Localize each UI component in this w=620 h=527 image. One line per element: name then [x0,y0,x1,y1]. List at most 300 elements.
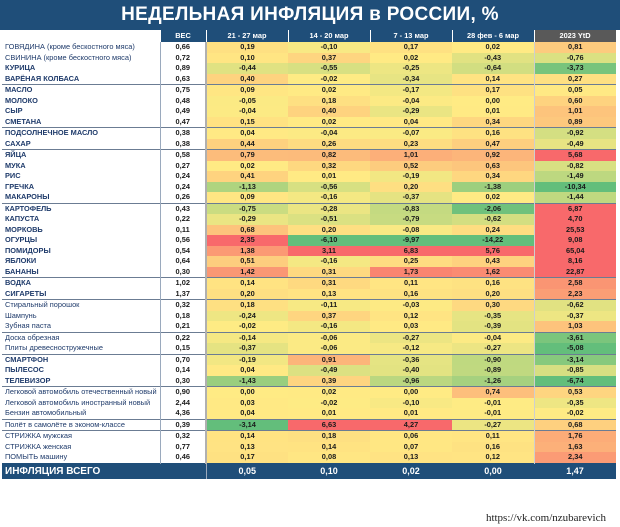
week-value-cell: 0,44 [206,139,288,150]
table-row [2,161,616,172]
week-value-cell: 0,32 [288,161,370,172]
week-value-cell: -0,27 [452,343,534,354]
row-label: МАСЛО [2,85,160,96]
table-row [2,431,616,442]
week-value-cell: 0,02 [288,117,370,128]
total-week-value: 0,10 [288,463,370,479]
week-value-cell: 1,01 [370,150,452,161]
week-value-cell: 0,04 [206,128,288,139]
week-value-cell: -0,06 [288,343,370,354]
row-weight: 0,72 [160,53,206,64]
ytd-value-cell: 1,03 [534,321,616,332]
row-label: БАНАНЫ [2,267,160,278]
week-value-cell: 0,25 [370,256,452,267]
row-label: Бензин автомобильный [2,408,160,419]
ytd-value-cell: -0,62 [534,300,616,311]
week-value-cell: 0,34 [452,117,534,128]
week-value-cell: 0,43 [452,256,534,267]
week-value-cell: 4,27 [370,419,452,431]
week-value-cell: -1,43 [206,376,288,387]
week-value-cell: 0,14 [288,442,370,453]
week-value-cell: -0,16 [288,321,370,332]
week-value-cell: 0,01 [288,408,370,419]
week-value-cell: 0,17 [206,452,288,463]
week-value-cell: -0,51 [288,214,370,225]
week-value-cell: 0,74 [452,387,534,398]
row-weight: 0,66 [160,42,206,53]
ytd-value-cell: 0,05 [534,85,616,96]
week-value-cell: 0,52 [370,161,452,172]
week-value-cell: 0,01 [288,171,370,182]
ytd-value-cell: 0,53 [534,387,616,398]
row-weight: 1,02 [160,278,206,289]
week-value-cell: -0,75 [206,203,288,214]
table-row [2,321,616,332]
week-value-cell: 0,40 [206,74,288,85]
source-link[interactable]: https://vk.com/nzubarevich [485,512,606,524]
week-value-cell: -0,02 [288,398,370,409]
week-value-cell: -0,04 [206,106,288,117]
row-weight: 0,47 [160,117,206,128]
week-value-cell: 0,40 [288,106,370,117]
week-value-cell: -0,62 [452,214,534,225]
week-value-cell: 0,02 [370,53,452,64]
week-value-cell: 0,19 [206,42,288,53]
week-value-cell: -0,39 [452,321,534,332]
week-value-cell: 1,62 [452,267,534,278]
week-value-cell: -0,04 [288,128,370,139]
week-value-cell: 0,14 [206,431,288,442]
week-value-cell: 0,08 [288,452,370,463]
week-value-cell: 0,20 [288,225,370,236]
table-row [2,171,616,182]
week-value-cell: -0,06 [288,332,370,343]
row-label: МУКА [2,161,160,172]
week-value-cell: -9,97 [370,235,452,246]
row-weight: 0,24 [160,182,206,193]
week-value-cell: 0,02 [288,387,370,398]
week-value-cell: -0,10 [370,398,452,409]
table-row [2,267,616,278]
row-weight: 1,37 [160,289,206,300]
week-value-cell: 0,37 [288,53,370,64]
week-value-cell: 0,39 [288,376,370,387]
week-value-cell: 0,10 [206,53,288,64]
week-value-cell: -0,19 [370,171,452,182]
table-row [2,256,616,267]
row-label: КАРТОФЕЛЬ [2,203,160,214]
row-label: ВАРЁНАЯ КОЛБАСА [2,74,160,85]
row-weight: 0,22 [160,332,206,343]
ytd-value-cell: -3,73 [534,63,616,74]
week-value-cell: 0,20 [452,289,534,300]
week-value-cell: 0,13 [288,289,370,300]
table-row [2,53,616,64]
ytd-value-cell: -3,61 [534,332,616,343]
row-weight: 0,63 [160,74,206,85]
table-row [2,106,616,117]
week-value-cell: 0,51 [206,256,288,267]
total-week-value: 0,00 [452,463,534,479]
header-label-cell [2,30,160,42]
row-label: ПЫЛЕСОС [2,365,160,376]
table-row [2,419,616,431]
week-value-cell: 0,47 [452,139,534,150]
ytd-value-cell: 4,70 [534,214,616,225]
week-value-cell: 0,41 [206,171,288,182]
ytd-value-cell: -0,37 [534,311,616,322]
week-value-cell: -0,10 [288,42,370,53]
week-value-cell: 0,24 [452,225,534,236]
ytd-value-cell: -0,35 [534,398,616,409]
row-weight: 0,27 [160,161,206,172]
table-row [2,278,616,289]
ytd-value-cell: 0,81 [534,42,616,53]
week-value-cell: -14,22 [452,235,534,246]
week-value-cell: 0,09 [206,192,288,203]
table-row [2,365,616,376]
week-value-cell: -0,17 [370,85,452,96]
table-row [2,74,616,85]
week-value-cell: -0,27 [370,332,452,343]
week-value-cell: -0,25 [370,63,452,74]
week-value-cell: 0,16 [370,289,452,300]
week-value-cell: -0,14 [206,332,288,343]
inflation-table [2,30,617,479]
week-value-cell: 0,00 [370,387,452,398]
week-value-cell: 0,01 [452,106,534,117]
week-value-cell: 0,04 [370,117,452,128]
row-weight: 0,14 [160,365,206,376]
week-value-cell: 0,20 [370,182,452,193]
ytd-value-cell: 65,04 [534,246,616,257]
row-label: ПОМЫТЬ машину [2,452,160,463]
week-value-cell: -0,37 [206,343,288,354]
row-weight: 0,70 [160,354,206,365]
week-value-cell: -0,49 [288,365,370,376]
week-value-cell: -0,29 [206,214,288,225]
week-value-cell: -0,36 [370,354,452,365]
row-weight: 0,49 [160,106,206,117]
table-row [2,343,616,354]
row-label: Стиральный порошок [2,300,160,311]
ytd-value-cell: 25,53 [534,225,616,236]
week-value-cell: 0,01 [370,408,452,419]
week-value-cell: -0,01 [452,398,534,409]
ytd-value-cell: -10,34 [534,182,616,193]
week-value-cell: 0,03 [206,398,288,409]
week-value-cell: -3,14 [206,419,288,431]
week-value-cell: -0,16 [288,256,370,267]
table-row [2,192,616,203]
row-label: МАКАРОНЫ [2,192,160,203]
table-row [2,117,616,128]
ytd-value-cell: 0,27 [534,74,616,85]
week-value-cell: 0,92 [452,150,534,161]
table-row [2,246,616,257]
week-value-cell: -0,01 [452,408,534,419]
row-weight: 0,54 [160,246,206,257]
week-value-cell: 0,03 [370,321,452,332]
ytd-value-cell: -0,49 [534,139,616,150]
table-row [2,139,616,150]
table-header-row [2,30,616,42]
week-value-cell: 0,16 [452,278,534,289]
week-value-cell: 0,14 [206,278,288,289]
header-week-3: 7 - 13 мар [370,30,452,42]
table-row [2,376,616,387]
ytd-value-cell: -0,76 [534,53,616,64]
row-label: ОГУРЦЫ [2,235,160,246]
total-week-value: 0,02 [370,463,452,479]
week-value-cell: 3,11 [288,246,370,257]
week-value-cell: 0,02 [452,42,534,53]
week-value-cell: 0,34 [452,171,534,182]
table-row [2,203,616,214]
row-weight: 0,38 [160,128,206,139]
ytd-value-cell: 0,60 [534,96,616,107]
week-value-cell: 0,91 [288,354,370,365]
week-value-cell: -0,02 [206,321,288,332]
week-value-cell: 0,13 [370,452,452,463]
row-label: Шампунь [2,311,160,322]
week-value-cell: 0,20 [206,289,288,300]
ytd-value-cell: 5,68 [534,150,616,161]
week-value-cell: 0,09 [206,85,288,96]
week-value-cell: -0,05 [206,96,288,107]
week-value-cell: 0,68 [206,225,288,236]
week-value-cell: 0,17 [370,42,452,53]
row-weight: 0,30 [160,267,206,278]
week-value-cell: 6,83 [370,246,452,257]
row-label: ТЕЛЕВИЗОР [2,376,160,387]
week-value-cell: 0,16 [452,128,534,139]
table-row [2,182,616,193]
row-weight: 0,77 [160,442,206,453]
total-ytd-value: 1,47 [534,463,616,479]
ytd-value-cell: 0,68 [534,419,616,431]
row-label: СВИНИНА (кроме бескостного мяса) [2,53,160,64]
row-label: МОРКОВЬ [2,225,160,236]
week-value-cell: -0,34 [370,74,452,85]
row-weight: 0,56 [160,235,206,246]
week-value-cell: 0,63 [452,161,534,172]
row-weight: 0,22 [160,214,206,225]
week-value-cell: -0,96 [370,376,452,387]
week-value-cell: -2,06 [452,203,534,214]
row-label: ГРЕЧКА [2,182,160,193]
week-value-cell: -0,79 [370,214,452,225]
ytd-value-cell: 1,01 [534,106,616,117]
row-label: ГОВЯДИНА (кроме бескостного мяса) [2,42,160,53]
table-row [2,128,616,139]
table-row [2,96,616,107]
row-label: РИС [2,171,160,182]
table-row [2,387,616,398]
week-value-cell: -0,08 [370,225,452,236]
week-value-cell: 0,12 [370,311,452,322]
row-weight: 0,15 [160,343,206,354]
ytd-value-cell: -0,02 [534,408,616,419]
row-weight: 2,44 [160,398,206,409]
table-row [2,311,616,322]
row-label: СТРИЖКА женская [2,442,160,453]
table-row [2,63,616,74]
week-value-cell: -0,03 [370,300,452,311]
row-label: КАПУСТА [2,214,160,225]
week-value-cell: 0,37 [288,311,370,322]
week-value-cell: -0,90 [452,354,534,365]
week-value-cell: -0,40 [370,365,452,376]
week-value-cell: 0,18 [288,431,370,442]
table-row [2,150,616,161]
row-label: САХАР [2,139,160,150]
total-row [2,463,616,479]
week-value-cell: -0,44 [206,63,288,74]
week-value-cell: 0,02 [206,161,288,172]
ytd-value-cell: -5,08 [534,343,616,354]
week-value-cell: 0,17 [452,85,534,96]
row-weight: 0,58 [160,150,206,161]
row-weight: 0,18 [160,311,206,322]
table-row [2,442,616,453]
ytd-value-cell: 22,87 [534,267,616,278]
row-label: ВОДКА [2,278,160,289]
week-value-cell: -0,89 [452,365,534,376]
week-value-cell: 1,38 [206,246,288,257]
table-row [2,452,616,463]
row-weight: 0,46 [160,452,206,463]
week-value-cell: -0,24 [206,311,288,322]
row-weight: 0,32 [160,300,206,311]
row-label: ЯЙЦА [2,150,160,161]
ytd-value-cell: 6,87 [534,203,616,214]
table-row [2,235,616,246]
week-value-cell: 0,06 [370,431,452,442]
row-weight: 0,26 [160,192,206,203]
row-weight: 0,30 [160,376,206,387]
week-value-cell: -0,04 [452,332,534,343]
week-value-cell: 0,02 [452,192,534,203]
week-value-cell: 0,26 [288,139,370,150]
row-label: МОЛОКО [2,96,160,107]
ytd-value-cell: -1,49 [534,171,616,182]
table-body [2,42,616,479]
row-label: ПОДСОЛНЕЧНОЕ МАСЛО [2,128,160,139]
total-week-value: 0,05 [206,463,288,479]
row-label: СИГАРЕТЫ [2,289,160,300]
table-row [2,354,616,365]
week-value-cell: 0,07 [370,442,452,453]
week-value-cell: -0,27 [452,419,534,431]
row-label: Полёт в самолёте в эконом-классе [2,419,160,431]
week-value-cell: -1,26 [452,376,534,387]
week-value-cell: -0,02 [288,74,370,85]
week-value-cell: -6,10 [288,235,370,246]
row-label: Легковой автомобиль иностранный новый [2,398,160,409]
week-value-cell: 1,73 [370,267,452,278]
week-value-cell: -0,28 [288,203,370,214]
table-row [2,398,616,409]
row-weight: 0,64 [160,256,206,267]
week-value-cell: -0,43 [452,53,534,64]
header-week-1: 21 - 27 мар [206,30,288,42]
row-label: СМЕТАНА [2,117,160,128]
week-value-cell: -0,07 [370,128,452,139]
table-row [2,214,616,225]
week-value-cell: -0,12 [370,343,452,354]
week-value-cell: 0,18 [288,96,370,107]
week-value-cell: 0,04 [206,365,288,376]
header-weight: ВЕС [160,30,206,42]
ytd-value-cell: 9,08 [534,235,616,246]
ytd-value-cell: -6,74 [534,376,616,387]
row-weight: 0,43 [160,203,206,214]
row-weight: 0,39 [160,419,206,431]
ytd-value-cell: -0,85 [534,365,616,376]
week-value-cell: 1,42 [206,267,288,278]
ytd-value-cell: 2,34 [534,452,616,463]
week-value-cell: 0,15 [206,117,288,128]
week-value-cell: 0,00 [452,96,534,107]
row-label: ПОМИДОРЫ [2,246,160,257]
table-row [2,42,616,53]
week-value-cell: 0,31 [288,278,370,289]
week-value-cell: -1,13 [206,182,288,193]
week-value-cell: 0,14 [452,74,534,85]
ytd-value-cell: -3,14 [534,354,616,365]
week-value-cell: -0,64 [452,63,534,74]
week-value-cell: 0,13 [206,442,288,453]
page-title: НЕДЕЛЬНАЯ ИНФЛЯЦИЯ в РОССИИ, % [0,0,620,30]
ytd-value-cell: 2,23 [534,289,616,300]
row-weight: 4,36 [160,408,206,419]
ytd-value-cell: -0,82 [534,161,616,172]
row-weight: 0,90 [160,387,206,398]
row-weight: 0,89 [160,63,206,74]
table-row [2,225,616,236]
total-label: ИНФЛЯЦИЯ ВСЕГО [2,463,206,479]
week-value-cell: 0,30 [452,300,534,311]
table-row [2,85,616,96]
week-value-cell: 0,79 [206,150,288,161]
table-row [2,289,616,300]
week-value-cell: -0,37 [370,192,452,203]
week-value-cell: 0,31 [288,267,370,278]
table-row [2,332,616,343]
header-ytd: 2023 YtD [534,30,616,42]
row-weight: 0,24 [160,171,206,182]
row-weight: 0,11 [160,225,206,236]
row-label: Плиты древесностружечные [2,343,160,354]
week-value-cell: 0,12 [452,452,534,463]
ytd-value-cell: 1,76 [534,431,616,442]
row-label: СЫР [2,106,160,117]
week-value-cell: 0,00 [206,387,288,398]
row-label: ЯБЛОКИ [2,256,160,267]
week-value-cell: -0,16 [288,192,370,203]
week-value-cell: -0,04 [370,96,452,107]
row-label: СМАРТФОН [2,354,160,365]
row-weight: 0,38 [160,139,206,150]
week-value-cell: 0,11 [370,278,452,289]
row-label: СТРИЖКА мужская [2,431,160,442]
week-value-cell: 0,04 [206,408,288,419]
ytd-value-cell: -0,92 [534,128,616,139]
week-value-cell: -0,83 [370,203,452,214]
row-weight: 0,21 [160,321,206,332]
week-value-cell: -0,11 [288,300,370,311]
